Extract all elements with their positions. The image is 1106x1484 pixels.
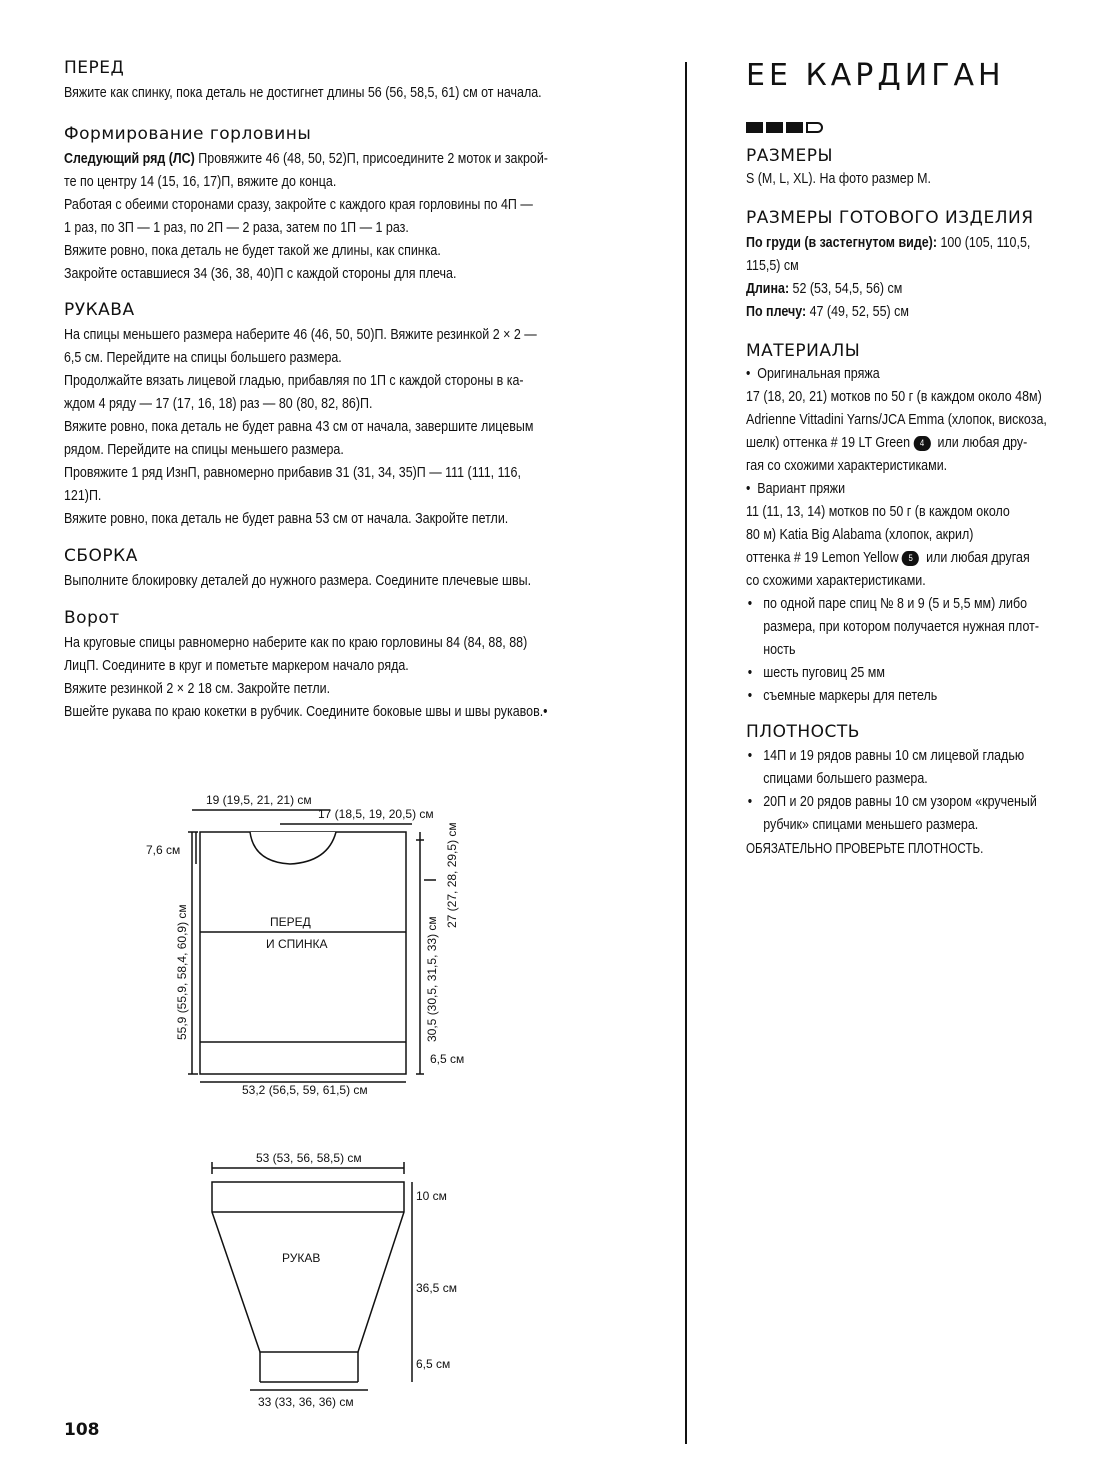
section-title-finished: РАЗМЕРЫ ГОТОВОГО ИЗДЕЛИЯ (746, 208, 1034, 228)
sleeve-rib: 6,5 см (416, 1357, 451, 1371)
collar-text-3: Вяжите резинкой 2 × 2 18 см. Закройте петли. (64, 681, 331, 697)
skill-block-empty (806, 122, 823, 133)
dim-side: 30,5 (30,5, 31,5, 33) см (425, 916, 439, 1042)
label-front: ПЕРЕД (270, 915, 311, 929)
materials-alt-1: 11 (11, 13, 14) мотков по 50 г (в каждом около (746, 504, 1010, 520)
page-number: 108 (64, 1420, 100, 1440)
skill-block-filled (766, 122, 783, 133)
list-item: • съемные маркеры для петель (746, 685, 1056, 708)
materials-alt-2: 80 м) Katia Big Alabama (хлопок, акрил) (746, 527, 974, 543)
finished-shoulder: По плечу: 47 (49, 52, 55) см (746, 304, 909, 320)
dim-shoulder: 17 (18,5, 19, 20,5) см (318, 807, 434, 821)
materials-orig-1: 17 (18, 20, 21) мотков по 50 г (в каждом около 48м) (746, 389, 1042, 405)
sleeve-outline (212, 1182, 404, 1352)
materials-orig-3: шелк) оттенка # 19 LT Green 4 или любая дру- (746, 435, 1028, 451)
gauge-check: ОБЯЗАТЕЛЬНО ПРОВЕРЬТЕ ПЛОТНОСТЬ. (746, 841, 984, 857)
sleeves-text-3: Продолжайте вязать лицевой гладью, прибавляя по 1П с каждой стороны в ка- (64, 373, 524, 389)
sleeve-bottom-width: 33 (33, 36, 36) см (258, 1395, 354, 1409)
neckline (250, 832, 336, 864)
neck-text-3: Работая с обеими сторонами сразу, закройте с каждого края горловины по 4П — (64, 197, 533, 213)
collar-text-4: Вшейте рукава по краю кокетки в рубчик. Соедините боковые швы и швы рукавов.• (64, 704, 548, 720)
sleeves-text-1: На спицы меньшего размера наберите 46 (46, 50, 50)П. Вяжите резинкой 2 × 2 — (64, 327, 537, 343)
dim-armhole: 27 (27, 28, 29,5) см (445, 822, 459, 928)
list-item: • 14П и 19 рядов равны 10 см лицевой гладью спицами большего размера. (746, 745, 1056, 791)
section-title-sizes: РАЗМЕРЫ (746, 146, 833, 166)
list-item: • шесть пуговиц 25 мм (746, 662, 1056, 685)
materials-alt-label: • Вариант пряжи (746, 481, 846, 497)
assembly-text: Выполните блокировку деталей до нужного размера. Соедините плечевые швы. (64, 573, 532, 589)
body-schematic (140, 780, 480, 1100)
dim-top-width: 19 (19,5, 21, 21) см (206, 793, 312, 807)
neck-text-2: те по центру 14 (15, 16, 17)П, вяжите до конца. (64, 174, 337, 190)
sleeves-text-5: Вяжите ровно, пока деталь не будет равна 43 см от начала, завершите лицевым (64, 419, 534, 435)
materials-orig-4: гая со схожими характеристиками. (746, 458, 948, 474)
page-title: ЕЕ КАРДИГАН (746, 58, 1005, 93)
section-title-sleeves: РУКАВА (64, 300, 135, 320)
body-outline (200, 832, 406, 1074)
sleeves-text-7: Провяжите 1 ряд ИзнП, равномерно прибавив 31 (31, 34, 35)П — 111 (111, 116, (64, 465, 521, 481)
collar-text-1: На круговые спицы равномерно наберите как по краю горловины 84 (84, 88, 88) (64, 635, 528, 651)
section-title-gauge: ПЛОТНОСТЬ (746, 722, 860, 742)
finished-bust: По груди (в застегнутом виде): 100 (105, 110,5, (746, 235, 1031, 251)
neck-text-1: Следующий ряд (ЛС) Провяжите 46 (48, 50, 52)П, присоедините 2 моток и закрой- (64, 151, 548, 167)
list-item: • 20П и 20 рядов равны 10 см узором «крученый рубчик» спицами меньшего размера. (746, 791, 1056, 837)
label-back: И СПИНКА (266, 937, 328, 951)
sleeve-schematic (200, 1140, 480, 1410)
sleeves-text-9: Вяжите ровно, пока деталь не будет равна 53 см от начала. Закройте петли. (64, 511, 509, 527)
materials-alt-4: со схожими характеристиками. (746, 573, 926, 589)
section-title-front: ПЕРЕД (64, 58, 125, 78)
section-title-assembly: СБОРКА (64, 546, 138, 566)
sleeve-top-width: 53 (53, 56, 58,5) см (256, 1151, 362, 1165)
dim-total-length: 55,9 (55,9, 58,4, 60,9) см (175, 904, 189, 1040)
list-item: • по одной паре спиц № 8 и 9 (5 и 5,5 мм) либо размера, при котором получается нужная плот-ность (746, 593, 1056, 662)
dim-neck-depth: 7,6 см (146, 843, 181, 857)
skill-block-filled (786, 122, 803, 133)
finished-length: Длина: 52 (53, 54,5, 56) см (746, 281, 903, 297)
dim-rib: 6,5 см (430, 1052, 465, 1066)
sleeve-length: 36,5 см (416, 1281, 457, 1295)
section-title-neck: Формирование горловины (64, 124, 312, 144)
materials-alt-3: оттенка # 19 Lemon Yellow 5 или любая другая (746, 550, 1030, 566)
sleeves-text-2: 6,5 см. Перейдите на спицы большего размера. (64, 350, 342, 366)
materials-orig-label: • Оригинальная пряжа (746, 366, 880, 382)
neck-text-4: 1 раз, по 3П — 1 раз, по 2П — 2 раза, затем по 1П — 1 раз. (64, 220, 409, 236)
label-sleeve: РУКАВ (282, 1251, 321, 1265)
sleeves-text-8: 121)П. (64, 488, 102, 504)
section-title-collar: Ворот (64, 608, 120, 628)
sleeve-cuff-top: 10 см (416, 1189, 447, 1203)
neck-text-5: Вяжите ровно, пока деталь не будет такой же длины, как спинка. (64, 243, 441, 259)
gauge-list (746, 745, 1056, 837)
collar-text-2: ЛицП. Соедините в круг и пометьте маркером начало ряда. (64, 658, 409, 674)
sleeves-text-4: ждом 4 ряду — 17 (17, 16, 18) раз — 80 (80, 82, 86)П. (64, 396, 373, 412)
front-text: Вяжите как спинку, пока деталь не достигнет длины 56 (56, 58,5, 61) см от начала. (64, 85, 542, 101)
section-title-materials: МАТЕРИАЛЫ (746, 341, 861, 361)
neck-text-6: Закройте оставшиеся 34 (36, 38, 40)П с каждой стороны для плеча. (64, 266, 457, 282)
dim-bottom-width: 53,2 (56,5, 59, 61,5) см (242, 1083, 368, 1097)
sizes-text: S (M, L, XL). На фото размер M. (746, 171, 931, 187)
yarn-weight-icon: 4 (913, 436, 930, 451)
yarn-weight-icon: 5 (902, 551, 919, 566)
sleeves-text-6: рядом. Перейдите на спицы меньшего размера. (64, 442, 344, 458)
materials-orig-2: Adrienne Vittadini Yarns/JCA Emma (хлопок, вискоза, (746, 412, 1047, 428)
column-divider (685, 62, 687, 1444)
finished-bust-2: 115,5) см (746, 258, 799, 274)
skill-block-filled (746, 122, 763, 133)
skill-level-indicator (746, 122, 823, 133)
materials-list (746, 593, 1056, 708)
